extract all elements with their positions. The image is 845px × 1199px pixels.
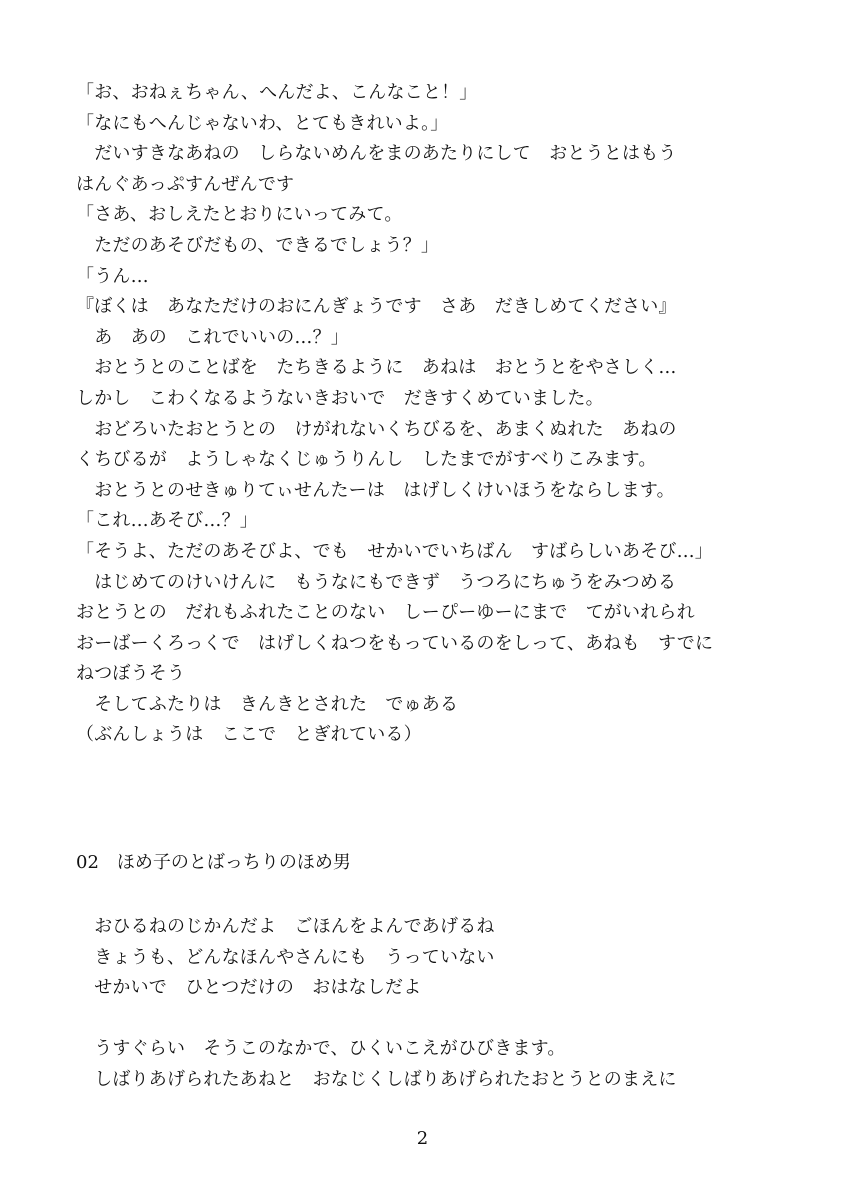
text-line: 「さあ、おしえたとおりにいってみて。 <box>76 204 403 226</box>
text-line: ただのあそびだもの、できるでしょう？」 <box>76 234 440 256</box>
text-line: おとうとのことばを たちきるように あねは おとうとをやさしく… <box>76 357 677 379</box>
text-line: ねつぼうそう <box>76 663 186 685</box>
text-line: おとうとの だれもふれたことのない しーぴーゆーにまで てがいれられ <box>76 602 695 624</box>
text-line: 「そうよ、ただのあそびよ、でも せかいでいちばん すばらしいあそび…」 <box>76 540 713 562</box>
text-line: （ぶんしょうは ここで とぎれている） <box>76 724 422 746</box>
text-line: 「これ…あそび…？」 <box>76 510 258 532</box>
text-line: しばりあげられたあねと おなじくしばりあげられたおとうとのまえに <box>76 1068 677 1090</box>
text-line: 「お、おねぇちゃん、へんだよ、こんなこと！」 <box>76 82 478 103</box>
text-line: きょうも、どんなほんやさんにも うっていない <box>76 946 495 968</box>
section-heading: 02 ほめ子のとばっちりのほめ男 <box>76 852 351 873</box>
section-2-text <box>76 912 776 1096</box>
text-line: 「うん… <box>76 265 149 287</box>
text-line: うすぐらい そうこのなかで、ひくいこえがひびきます。 <box>76 1038 566 1060</box>
text-line: はじめてのけいけんに もうなにもできず うつろにちゅうをみつめる <box>76 571 677 593</box>
text-line: あ あの これでいいの…？」 <box>76 326 349 348</box>
text-line: だいすきなあねの しらないめんをまのあたりにして おとうとはもう <box>76 143 677 165</box>
page-number: 2 <box>416 1128 429 1149</box>
text-line: せかいで ひとつだけの おはなしだよ <box>76 977 422 999</box>
text-line: おとうとのせきゅりてぃせんたーは はげしくけいほうをならします。 <box>76 479 675 501</box>
text-line: おーばーくろっくで はげしくねつをもっているのをしって、あねも すでに <box>76 632 714 654</box>
text-line: しかし こわくなるようないきおいで だきすくめていました。 <box>76 387 604 409</box>
text-line: くちびるが ようしゃなくじゅうりんし したまでがすべりこみます。 <box>76 449 657 471</box>
blank-line <box>76 1004 776 1035</box>
text-line: おひるねのじかんだよ ごほんをよんであげるね <box>76 916 495 937</box>
text-line: おどろいたおとうとの けがれないくちびるを、あまくぬれた あねの <box>76 418 677 440</box>
text-line: 『ぼくは あなただけのおにんぎょうです さあ だきしめてください』 <box>76 296 677 318</box>
text-line: 「なにもへんじゃないわ、とてもきれいよ。」 <box>76 112 449 134</box>
text-line: はんぐあっぷすんぜんです <box>76 173 295 195</box>
text-line: そしてふたりは きんきとされた でゅある <box>76 693 459 715</box>
section-1-text <box>76 78 776 751</box>
